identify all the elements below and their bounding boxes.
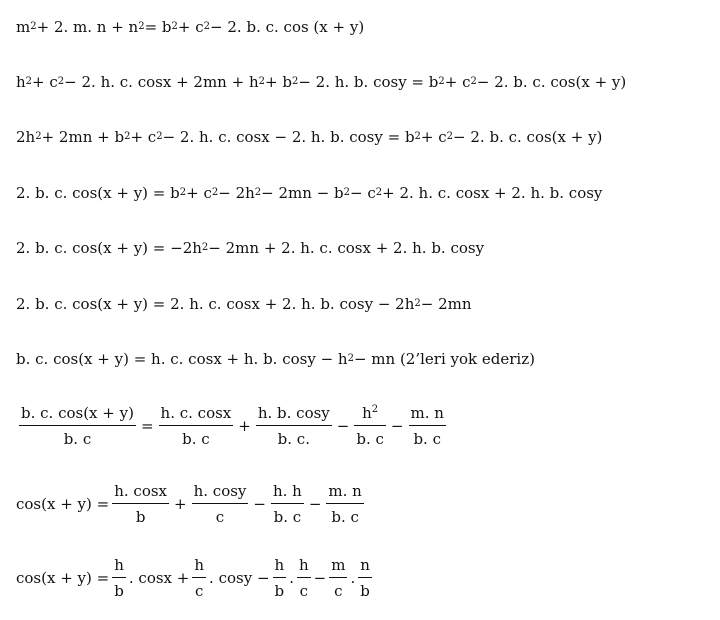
fraction bbox=[192, 556, 206, 600]
denominator: b. c bbox=[354, 425, 386, 448]
text: b. c. cos(x + y) = h. c. cosx + h. b. cosy − h bbox=[16, 350, 348, 368]
operator: − bbox=[336, 417, 350, 435]
equation-line-6: 2. b. c. cos(x + y) = 2. h. c. cosx + 2. h. b. cosy − 2h 2 − 2mn bbox=[16, 295, 472, 313]
text: . cosy − bbox=[209, 569, 270, 587]
numerator: h. c. cosx bbox=[160, 404, 232, 422]
operator: + bbox=[174, 495, 187, 513]
fraction bbox=[192, 482, 249, 526]
text: − 2. b. c. cos (x + y) bbox=[210, 18, 365, 36]
text: . cosx + bbox=[128, 569, 190, 587]
numerator bbox=[360, 404, 380, 425]
fraction bbox=[409, 404, 446, 448]
text: . bbox=[289, 569, 294, 587]
exponent: 2 bbox=[371, 404, 379, 415]
denominator: b. c bbox=[409, 425, 446, 448]
text: + c bbox=[130, 128, 157, 146]
fraction bbox=[358, 556, 372, 600]
numerator: b. c. cos(x + y) bbox=[21, 404, 134, 422]
fraction bbox=[112, 482, 169, 526]
denominator: b bbox=[358, 577, 372, 600]
text: h bbox=[362, 404, 372, 422]
denominator: b. c. bbox=[256, 425, 332, 448]
equation-line-3: 2h 2 + 2mn + b 2 + c 2 − 2. h. c. cosx − 2. h. b. cosy = b 2 + c 2 − 2. b. c. cos(x + y) bbox=[16, 128, 603, 146]
text: + 2mn + b bbox=[41, 128, 125, 146]
numerator: h. cosx bbox=[114, 482, 168, 500]
denominator: c bbox=[297, 577, 311, 600]
text: − bbox=[313, 569, 327, 587]
numerator: m. n bbox=[410, 404, 444, 422]
fraction bbox=[273, 556, 287, 600]
fraction bbox=[159, 404, 234, 448]
denominator: b. c bbox=[271, 503, 304, 526]
equation-line-8 bbox=[16, 404, 449, 448]
equation-line-2: h 2 + c 2 − 2. h. c. cosx + 2mn + h 2 + b 2 − 2. h. b. cosy = b 2 + c 2 − 2. b. c. cos(x + y) bbox=[16, 73, 627, 91]
fraction bbox=[256, 404, 332, 448]
operator: + bbox=[238, 417, 251, 435]
text: m bbox=[16, 18, 31, 36]
fraction bbox=[329, 556, 347, 600]
numerator: h bbox=[194, 556, 205, 574]
numerator: m. n bbox=[328, 482, 362, 500]
denominator: c bbox=[329, 577, 347, 600]
text: + c bbox=[186, 184, 212, 202]
fraction bbox=[112, 556, 126, 600]
fraction bbox=[271, 482, 304, 526]
denominator: b. c bbox=[19, 425, 136, 448]
text: + c bbox=[444, 73, 471, 91]
denominator: b bbox=[112, 577, 126, 600]
equation-line-9 bbox=[16, 482, 367, 526]
equation-line-1: m 2 + 2. m. n + n 2 = b 2 + c 2 − 2. b. c. cos (x + y) bbox=[16, 18, 365, 36]
equation-line-10 bbox=[16, 556, 375, 600]
fraction bbox=[354, 404, 386, 448]
numerator: h bbox=[274, 556, 285, 574]
text: 2. b. c. cos(x + y) = −2h bbox=[16, 239, 202, 257]
numerator: h. cosy bbox=[193, 482, 247, 500]
text: + c bbox=[32, 73, 58, 91]
text: − mn (2’leri yok ederiz) bbox=[353, 350, 535, 368]
text: − 2. b. c. cos(x + y) bbox=[453, 128, 603, 146]
numerator: h. h bbox=[272, 482, 302, 500]
text: − 2. h. c. cosx − 2. h. b. cosy = b bbox=[162, 128, 415, 146]
operator: − bbox=[308, 495, 322, 513]
text: − 2h bbox=[218, 184, 255, 202]
text: − 2. b. c. cos(x + y) bbox=[476, 73, 627, 91]
text: + c bbox=[420, 128, 447, 146]
numerator: h. b. cosy bbox=[257, 404, 330, 422]
denominator: b. c bbox=[159, 425, 234, 448]
text: − 2. h. b. cosy = b bbox=[298, 73, 439, 91]
text: . bbox=[350, 569, 356, 587]
text: + b bbox=[264, 73, 292, 91]
denominator: b. c bbox=[326, 503, 363, 526]
text: + 2. m. n + n bbox=[36, 18, 139, 36]
text: − 2mn − b bbox=[261, 184, 344, 202]
denominator: c bbox=[192, 577, 206, 600]
equation-line-4: 2. b. c. cos(x + y) = b 2 + c 2 − 2h 2 − 2mn − b 2 − c 2 + 2. h. c. cosx + 2. h. b. cosy bbox=[16, 184, 603, 202]
fraction bbox=[297, 556, 311, 600]
text: − 2mn + 2. h. c. cosx + 2. h. b. cosy bbox=[208, 239, 485, 257]
denominator: b bbox=[273, 577, 287, 600]
text: 2. b. c. cos(x + y) = b bbox=[16, 184, 180, 202]
equation-line-5: 2. b. c. cos(x + y) = −2h 2 − 2mn + 2. h. c. cosx + 2. h. b. cosy bbox=[16, 239, 485, 257]
text: − c bbox=[350, 184, 376, 202]
text: − 2mn bbox=[420, 295, 472, 313]
denominator: c bbox=[192, 503, 249, 526]
numerator: h bbox=[114, 556, 124, 574]
equation-line-7: b. c. cos(x + y) = h. c. cosx + h. b. cosy − h 2 − mn (2’leri yok ederiz) bbox=[16, 350, 535, 368]
operator: − bbox=[253, 495, 266, 513]
fraction bbox=[19, 404, 136, 448]
text: 2h bbox=[16, 128, 36, 146]
denominator: b bbox=[112, 503, 169, 526]
fraction bbox=[326, 482, 363, 526]
text: = b bbox=[144, 18, 172, 36]
operator: − bbox=[390, 417, 404, 435]
text: 2. b. c. cos(x + y) = 2. h. c. cosx + 2. h. b. cosy − 2h bbox=[16, 295, 415, 313]
text: + c bbox=[177, 18, 204, 36]
numerator: n bbox=[360, 556, 370, 574]
numerator: m bbox=[331, 556, 346, 574]
operator: = bbox=[140, 417, 154, 435]
text: h bbox=[16, 73, 26, 91]
text: cos(x + y) = bbox=[16, 495, 110, 513]
text: − 2. h. c. cosx + 2mn + h bbox=[64, 73, 259, 91]
text: + 2. h. c. cosx + 2. h. b. cosy bbox=[382, 184, 603, 202]
text: cos(x + y) = bbox=[16, 569, 110, 587]
numerator: h bbox=[298, 556, 309, 574]
